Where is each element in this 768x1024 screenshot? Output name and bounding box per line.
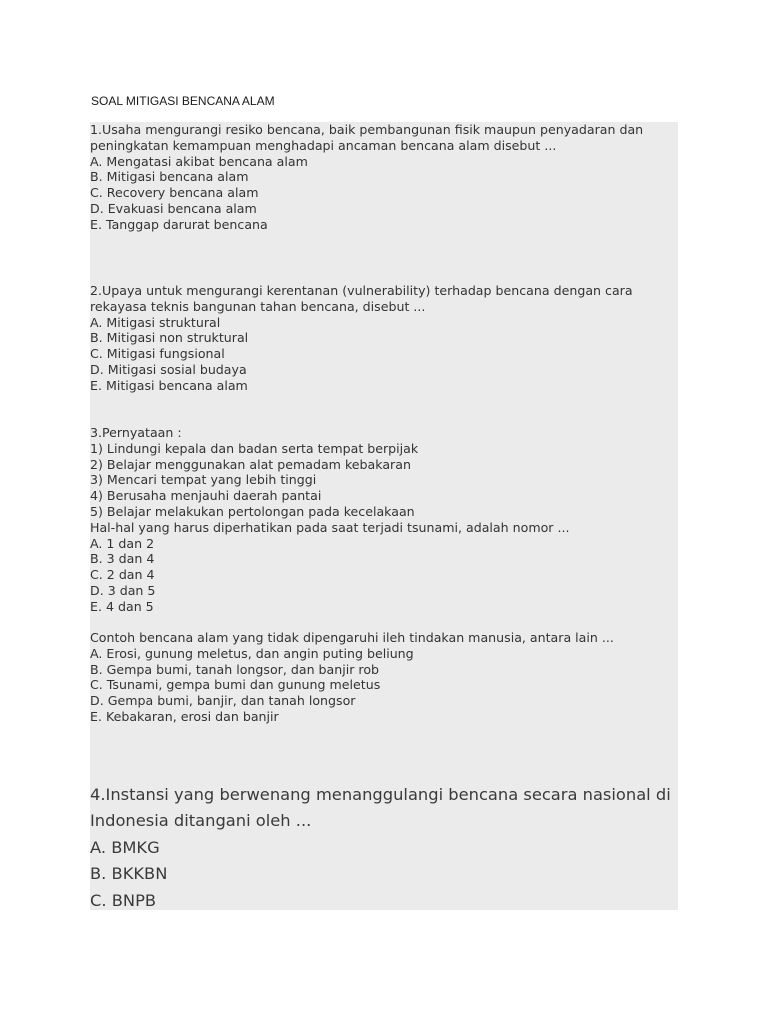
answer-option: C. Recovery bencana alam: [90, 185, 259, 201]
question-4: [90, 782, 678, 914]
answer-option: E. Mitigasi bencana alam: [90, 377, 248, 393]
question-text: peningkatan kemampuan menghadapi ancaman bencana alam disebut ...: [90, 137, 557, 153]
question-text: Contoh bencana alam yang tidak dipengaruhi ileh tindakan manusia, antara lain ...: [90, 630, 614, 645]
answer-option: C. Mitigasi fungsional: [90, 346, 225, 362]
answer-option: B. Mitigasi non struktural: [90, 330, 249, 346]
answer-option: A. Erosi, gunung meletus, dan angin puting beliung: [90, 645, 414, 661]
statement-item: 2) Belajar menggunakan alat pemadam kebakaran: [90, 456, 411, 472]
question-text: Hal-hal yang harus diperhatikan pada saat terjadi tsunami, adalah nomor ...: [90, 519, 570, 535]
answer-option: C. 2 dan 4: [90, 567, 155, 583]
statement-item: 3) Mencari tempat yang lebih tinggi: [90, 472, 317, 488]
answer-option: A. Mengatasi akibat bencana alam: [90, 153, 308, 169]
question-2: [90, 283, 678, 394]
question-1: [90, 122, 678, 233]
answer-option: A. Mitigasi struktural: [90, 314, 221, 330]
answer-option: C. BNPB: [90, 890, 157, 910]
answer-option: B. Gempa bumi, tanah longsor, dan banjir rob: [90, 661, 380, 677]
question-text: 3.Pernyataan :: [90, 425, 182, 440]
answer-option: C. Tsunami, gempa bumi dan gunung meletus: [90, 677, 381, 693]
answer-option: D. Mitigasi sosial budaya: [90, 361, 247, 377]
question-unnumbered: [90, 630, 678, 725]
question-3: [90, 425, 678, 615]
answer-option: B. BKKBN: [90, 864, 168, 884]
answer-option: E. 4 dan 5: [90, 598, 154, 614]
statement-item: 5) Belajar melakukan pertolongan pada kecelakaan: [90, 503, 415, 519]
question-text: 1.Usaha mengurangi resiko bencana, baik pembangunan fisik maupun penyadaran dan: [90, 122, 644, 137]
document-title: SOAL MITIGASI BENCANA ALAM: [91, 94, 275, 108]
answer-option: B. 3 dan 4: [90, 551, 155, 567]
answer-option: E. Tanggap darurat bencana: [90, 216, 268, 232]
question-text: 2.Upaya untuk mengurangi kerentanan (vulnerability) terhadap bencana dengan cara: [90, 283, 633, 298]
answer-option: E. Kebakaran, erosi dan banjir: [90, 708, 279, 724]
question-text: 4.Instansi yang berwenang menanggulangi bencana secara nasional di: [90, 785, 671, 804]
answer-option: A. BMKG: [90, 837, 160, 857]
answer-option: D. 3 dan 5: [90, 582, 156, 598]
question-area: [90, 122, 678, 910]
statement-item: 1) Lindungi kepala dan badan serta tempat berpijak: [90, 440, 419, 456]
answer-option: D. Gempa bumi, banjir, dan tanah longsor: [90, 693, 356, 709]
statement-item: 4) Berusaha menjauhi daerah pantai: [90, 488, 322, 504]
question-text: Indonesia ditangani oleh ...: [90, 811, 312, 831]
answer-option: A. 1 dan 2: [90, 535, 155, 551]
answer-option: B. Mitigasi bencana alam: [90, 169, 249, 185]
answer-option: D. Evakuasi bencana alam: [90, 200, 257, 216]
question-text: rekayasa teknis bangunan tahan bencana, disebut ...: [90, 298, 426, 314]
